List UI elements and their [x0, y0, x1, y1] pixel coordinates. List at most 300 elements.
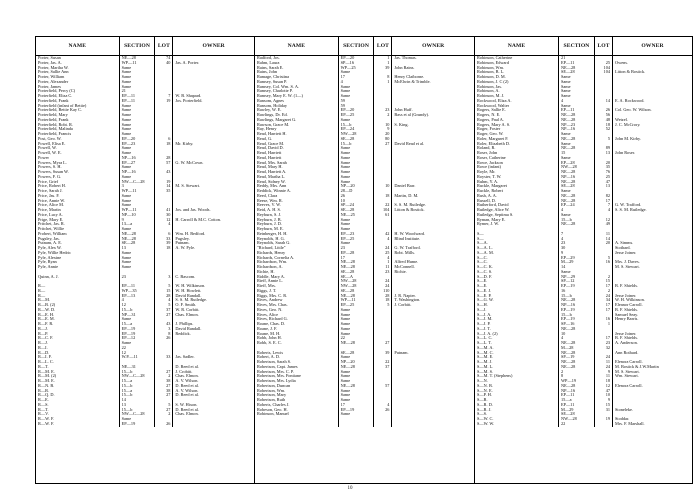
entry-section: NE—28 [339, 365, 375, 370]
entry-name: Ryman, Mary E. [475, 218, 559, 223]
entry-name: Rutledge, Alice W. [475, 208, 559, 213]
entry-owner: Daniel Barr. [394, 184, 416, 189]
entry-lot: 82 [595, 194, 613, 199]
entry-lot: 4 [374, 403, 392, 408]
entry-section: EP—29 [559, 256, 595, 261]
entry-name: S— [475, 237, 559, 242]
entry-name: Royle, Mr. [475, 170, 559, 175]
entry-name: S— [475, 232, 559, 237]
entry-section: NW—28 [339, 284, 375, 289]
entry-name: Richards, Henry [255, 251, 339, 256]
entry-section: 15—b [339, 123, 375, 128]
entry-lot: 39 [374, 351, 392, 356]
entry-name: S—N. B. [475, 384, 559, 389]
entry-owner: E. A. Rockwood. [615, 98, 645, 103]
entry-owner: Chas. Elmon. [175, 374, 199, 379]
entry-name: Rawlings, Margaret G. [255, 118, 339, 123]
entry-lot: 24 [374, 284, 392, 289]
entry-name: Reyburn, M. E. [255, 227, 339, 232]
entry-section: 4 [559, 208, 595, 213]
page-column-1 [36, 37, 255, 483]
entry-name: Ramsey, Charlotte P. [255, 89, 339, 94]
entry-section: Same [339, 218, 375, 223]
entry-lot: 15 [595, 403, 613, 408]
entry-lot: 57 [374, 384, 392, 389]
entry-lot: 37 [155, 308, 173, 313]
entry-name: Ransom, Holiday [255, 104, 339, 109]
entry-name: Powell, W. [36, 146, 120, 151]
entry-section: 4 [339, 80, 375, 85]
entry-name: Robertson, Sarah S. [255, 360, 339, 365]
entry-section: EP—11 [559, 61, 595, 66]
entry-name: Powers, Susan W. [36, 170, 120, 175]
entry-lot: 32 [595, 346, 613, 351]
entry-lot: 9 [374, 127, 392, 132]
entry-owner: A. V. Wilson. [175, 379, 199, 383]
header-owner: OWNER [641, 43, 664, 49]
entry-name: R—C. F. [36, 336, 120, 341]
entry-section: NE—28 [559, 146, 595, 151]
entry-owner: A. Anderson. [615, 341, 638, 345]
entry-owner: Jas. A. Porter. [175, 60, 200, 65]
entry-owner: Mrs. J. Daves. [615, 260, 640, 265]
entry-name: Roane, J. F. [255, 327, 339, 332]
entry-name: Rawlings, Dr. Ed. [255, 113, 339, 118]
entry-section: Same [339, 374, 375, 379]
entry-owner: Litton & Bostick. [615, 70, 646, 75]
entry-section: SP—16 [339, 61, 375, 66]
entry-name: Powers, Myra L. [36, 161, 120, 166]
entry-lot: 24 [595, 365, 613, 370]
entry-lot: 27 [155, 384, 173, 389]
entry-section: SE—28 [559, 184, 595, 189]
entry-lot: 18 [155, 142, 173, 147]
entry-lot: 33 [155, 355, 173, 360]
entry-section: EP—19 [120, 422, 156, 427]
entry-name: Ramsey, Col. Wm. S. A. [255, 85, 339, 90]
entry-lot: 74 [155, 56, 173, 61]
entry-name: R—P. [36, 332, 120, 337]
entry-lot: 40 [155, 61, 173, 66]
entry-name: Robinson, Wm. [475, 66, 559, 71]
entry-section: NP—29 [559, 275, 595, 280]
entry-lot: 26 [595, 108, 613, 113]
entry-section: Same [120, 66, 156, 71]
entry-name: Pyle, Alex W. [36, 246, 120, 251]
entry-name: Rogers, Paul A. [475, 118, 559, 123]
entry-section: 12 [120, 351, 156, 356]
entry-section: Same [120, 341, 156, 346]
entry-owner: D. Reed et al. [175, 393, 199, 398]
entry-section: EP—28 [559, 161, 595, 166]
entry-section: Same [339, 222, 375, 227]
entry-name: Rives, Mrs. Chas. [255, 303, 339, 308]
entry-owner: Martin, D. M. [394, 193, 419, 198]
entry-name: Roberts, Lewis [255, 351, 339, 356]
entry-section: EP—24 [339, 127, 375, 132]
entry-owner: McConnell. [394, 265, 415, 269]
entry-section: NP—10 [120, 213, 156, 218]
entry-name: Roser, Catherine [475, 156, 559, 161]
entry-section: 13 [120, 246, 156, 251]
entry-name: Porter, William [36, 75, 120, 80]
entry-owner [392, 422, 474, 427]
entry-section: EP—11 [559, 393, 595, 398]
entry-name: Read, Harriett [255, 151, 339, 156]
entry-name: Robertson, Duncan [255, 384, 339, 389]
entry-name: Roser, John [475, 151, 559, 156]
entry-owner: Robt. Mills. [394, 250, 416, 255]
entry-lot: 1 [374, 80, 392, 85]
page-number: 10 [347, 486, 353, 491]
entry-owner: Alfred Hume. [394, 260, 419, 265]
entry-name: Rieff, Annie L. [255, 279, 339, 284]
entry-lot: 16 [595, 317, 613, 322]
entry-owner: D. Reed et al. [175, 364, 199, 369]
entry-owner: Bass et al (Grundy). [394, 113, 429, 117]
entry-section: Same [559, 132, 595, 137]
entry-section: 15—b [120, 384, 156, 389]
entry-name: S—E. J. [475, 289, 559, 294]
entry-section: Same [120, 251, 156, 256]
entry-name: S—C. K. [475, 265, 559, 270]
entry-owner: John Rains. [394, 65, 415, 70]
entry-lot: 17 [595, 336, 613, 341]
entry-name: Pyle, Willie Hedric [36, 251, 120, 256]
entry-lot: 28 [155, 294, 173, 299]
entry-lot: 22 [374, 203, 392, 208]
header-name: NAME [36, 37, 120, 55]
entry-section: Same [120, 118, 156, 123]
entry-name: S—M. T. (Stephens) [475, 374, 559, 379]
entry-section: Same [339, 379, 375, 384]
entry-owner: David Randall. [175, 293, 202, 298]
entry-lot: 18 [595, 379, 613, 384]
entry-section: WP—19 [559, 379, 595, 384]
entry-section: Same [120, 227, 156, 232]
entry-name: Roane, M. H. [255, 332, 339, 337]
header-name: NAME [475, 37, 559, 55]
entry-name: R—J. [36, 327, 120, 332]
entry-lot: 5 [374, 303, 392, 308]
entry-owner: H. W. Woodward. [394, 231, 426, 236]
entry-lot: 30 [155, 213, 173, 218]
entry-name: S—W. W. [475, 422, 559, 427]
entry-lot: 35 [155, 189, 173, 194]
entry-lot: 89 [595, 146, 613, 151]
entry-section: Same [339, 389, 375, 394]
entry-owner: D. Reed et al. [175, 383, 199, 388]
entry-name: R—R. [36, 389, 120, 394]
entry-name: Read, Harriett A. [255, 170, 339, 175]
entry-name: R—M. (2) [36, 374, 120, 379]
entry-name: S—J. [475, 308, 559, 313]
entry-owner: G. W. Trafford. [394, 246, 421, 250]
entry-name: Rains, John [255, 70, 339, 75]
entry-owner: O. F. Smith. [175, 303, 197, 307]
entry-section: NP—16 [120, 156, 156, 161]
entry-name: R—W. F. [36, 417, 120, 422]
entry-section: NE—28 [559, 118, 595, 123]
entry-section: Same [559, 89, 595, 94]
entry-name: R—M. [36, 298, 120, 303]
entry-section: SP—12 [559, 279, 595, 284]
entry-owner: B. F. Shields. [615, 284, 638, 288]
entry-name: Richardson, A. [255, 265, 339, 270]
entry-section: NW—28 [559, 417, 595, 422]
entry-section: Same [339, 151, 375, 156]
entry-name: Radford, Jos. [255, 56, 339, 61]
entry-owner: David Read et al. [394, 141, 425, 146]
entry-name: Riddle, Mary A. [255, 275, 339, 280]
entry-section: Same [559, 156, 595, 161]
entry-name: Rives, Alice [255, 313, 339, 318]
entry-name: Porterfield, Frank [36, 99, 120, 104]
entry-lot: 52 [595, 127, 613, 132]
entry-section: NE—28 [559, 199, 595, 204]
entry-name: Rutherford, David [475, 203, 559, 208]
entry-section: M—29 [559, 260, 595, 265]
entry-lot: 5 [155, 284, 173, 289]
entry-name: Price, Alice M. [36, 203, 120, 208]
entry-name: Ransom, Agnes [255, 99, 339, 104]
entry-name: Price, Jas. F. [36, 194, 120, 199]
entry-section: SE—28 [339, 351, 375, 356]
entry-name: Roland, R. [475, 146, 559, 151]
entry-section: NE—31 [120, 365, 156, 370]
column-header-row [475, 37, 692, 56]
entry-section: Same [339, 70, 375, 75]
entry-name: Roler, Margaret F. [475, 137, 559, 142]
header-name: NAME [255, 37, 339, 55]
entry-name: R— [36, 289, 120, 294]
entry-lot: 17 [595, 284, 613, 289]
entry-lot: 31 [595, 408, 613, 413]
entry-section: NE—28 [339, 384, 375, 389]
entry-name: Robb, S. E. C. [255, 341, 339, 346]
entry-lot: 5 [155, 403, 173, 408]
entry-lot: 28 [155, 156, 173, 161]
entry-section: 15 [559, 151, 595, 156]
entry-name: Powell, W. E. [36, 151, 120, 156]
entry-lot: 104 [374, 208, 392, 213]
entry-section: M—28 [559, 346, 595, 351]
entry-section: SE—28 [559, 70, 595, 75]
entry-name: Power [36, 156, 120, 161]
entry-name: R—B. (2) [36, 303, 120, 308]
entry-section: NP—20 [339, 360, 375, 365]
entry-name: R—I. F. [36, 355, 120, 360]
entry-lot: 6 [155, 232, 173, 237]
entry-name: Reynolds, Sarah G. [255, 241, 339, 246]
entry-section: Same [339, 89, 375, 94]
entry-name: Porter, Alexander [36, 80, 120, 85]
entry-name: Reyburn, J. D. [255, 222, 339, 227]
entry-owner: M. S. Stewart. [615, 265, 640, 269]
entry-name: Rush, A. A. [475, 194, 559, 199]
entry-name: Roane, Chas. D. [255, 322, 339, 327]
entry-lot: 26 [374, 408, 392, 413]
entry-name: R—E. H. [36, 313, 120, 318]
entry-lot: 5 [595, 256, 613, 261]
entry-section: EP—11 [559, 403, 595, 408]
entry-owner: Chas. Elmon. [175, 312, 199, 317]
entry-lot: 76 [595, 170, 613, 175]
entry-section: Same [120, 113, 156, 118]
entry-name: S—C. [475, 260, 559, 265]
entry-name: Robertson, Wm. [255, 389, 339, 394]
entry-owner: W. H. Wilkinson. [175, 284, 206, 288]
entry-lot: 104 [595, 66, 613, 71]
entry-section: Same [559, 80, 595, 85]
entry-name: Roger, Foster [475, 127, 559, 132]
entry-section: Same [120, 146, 156, 151]
entry-section: 15—a [120, 379, 156, 384]
entry-section: NE—28 [339, 265, 375, 270]
entry-section: Same [120, 260, 156, 265]
entry-section: Same [339, 165, 375, 170]
entry-name: Read, Harriett [255, 156, 339, 161]
entry-name: Robinson, Catherine [475, 56, 559, 61]
entry-name: S—N. [475, 379, 559, 384]
entry-section: NW—28 [559, 165, 595, 170]
entry-name: Rawley, W. E. [255, 108, 339, 113]
entry-lot: 49 [595, 222, 613, 227]
entry-section: M—29 [559, 408, 595, 413]
entry-name: S—M. J. [475, 360, 559, 365]
entry-lot: 42 [374, 232, 392, 237]
entry-section: EP—28 [339, 251, 375, 256]
entry-name: Rieff, Mrs. [255, 284, 339, 289]
entry-lot: 18 [374, 194, 392, 199]
entry-section: Same [120, 104, 156, 109]
entry-owner: Jas. Sadler. [175, 355, 195, 360]
entry-name: R—F. R. [36, 322, 120, 327]
entry-name: S—J. M. [475, 317, 559, 322]
entry-section: W.P.—11 [120, 355, 156, 360]
entry-owner: Pugsley. [175, 236, 190, 241]
entry-owner: S. S. M. Rutledge. [175, 298, 208, 303]
entry-section: EP—23 [339, 232, 375, 237]
entry-name: Reid, A. H. S. [255, 208, 339, 213]
entry-name: Royster, T. W. [475, 175, 559, 180]
entry-lot: 110 [374, 289, 392, 294]
entry-section: Same [339, 85, 375, 90]
entry-section: NE—28 [120, 232, 156, 237]
entry-name: S—M. L. [475, 365, 559, 370]
entry-section: 2 [559, 370, 595, 375]
entry-section: Same [339, 393, 375, 398]
entry-owner: A. V. Wilson. [175, 388, 199, 393]
entry-name: S—A. [475, 241, 559, 246]
entry-name: Pugsley, Jas. [36, 237, 120, 242]
entry-name: S—A. M. [475, 251, 559, 256]
entry-name: R— [36, 294, 120, 299]
entry-name: Porterfield, Malinda [36, 127, 120, 132]
entry-name: Riggs, Mrs. C. R. [255, 294, 339, 299]
entry-owner: C. Bascom. [175, 274, 196, 279]
entry-owner: McElwin & Trimble. [394, 79, 431, 84]
entry-section: NE—28 [559, 194, 595, 199]
entry-name: Richards, Cornelia A. [255, 256, 339, 261]
header-section: SECTION [120, 37, 156, 55]
entry-section: Same [339, 327, 375, 332]
entry-owner: W. H. Wilkinson. [615, 298, 645, 303]
entry-name: R—M. E. [36, 370, 120, 375]
entry-name: S—J. T. [475, 327, 559, 332]
entry-owner: Elenora Carroll. [615, 360, 643, 364]
entry-owner: J. Phillips. [175, 322, 194, 326]
entry-section: 14 [559, 265, 595, 270]
entry-owner: Eleanor Carroll. [615, 303, 643, 307]
entry-section: Same [559, 189, 595, 194]
entry-owner: B. F. Shields. [615, 336, 638, 341]
entry-name: Read, Mary H. [255, 165, 339, 170]
entry-lot: 20 [374, 132, 392, 137]
entry-name: Roger, Geo. W. [475, 132, 559, 137]
entry-name: S—M. A. [475, 346, 559, 351]
entry-owner: D. Reed et al. [175, 407, 199, 412]
entry-lot: 18 [374, 298, 392, 303]
entry-section: Same [120, 317, 156, 322]
entry-section: Same [339, 227, 375, 232]
entry-name: Robinson, M. J. [475, 94, 559, 99]
entry-owner: Jas. Thomas. [394, 56, 417, 60]
entry-section: 21 [120, 89, 156, 94]
entry-lot [374, 422, 392, 427]
entry-name: R—V. [36, 412, 120, 417]
entry-lot: 15 [595, 279, 613, 284]
entry-section: NE—28 [559, 113, 595, 118]
entry-name: Rains, Sarah E. [255, 66, 339, 71]
entry-section: Same [120, 194, 156, 199]
entry-lot: 17 [595, 303, 613, 308]
entry-section: Same [559, 213, 595, 218]
entry-section: Same [120, 265, 156, 270]
entry-lot: 11 [595, 360, 613, 365]
header-owner: OWNER [202, 43, 225, 49]
entry-name: Price, Lucy A. [36, 213, 120, 218]
entry-lot: 18 [595, 123, 613, 128]
entry-section: WP—11 [120, 208, 156, 213]
entry-name: R— [36, 284, 120, 289]
entry-name: Rowe, Jackson [475, 161, 559, 166]
entry-lot: 12 [155, 218, 173, 223]
entry-name: Rives, Andrew [255, 298, 339, 303]
entry-owner: S. S. M. Rutledge. [615, 208, 647, 212]
entry-section: NE—28 [339, 294, 375, 299]
header-lot: LOT [595, 37, 613, 55]
entry-section: SE—28 [339, 137, 375, 142]
entry-name: Pyle, Annie [36, 265, 120, 270]
entry-list [36, 56, 254, 427]
entry-section: Same [120, 199, 156, 204]
entry-section: NE—25 [339, 213, 375, 218]
entry-name: Reese, Wm. R. [255, 199, 339, 204]
entry-owner: Mr. Kirby. [175, 141, 194, 146]
entry-name: R—S. [36, 403, 120, 408]
entry-section: 22 [120, 346, 156, 351]
entry-lot: 80 [374, 137, 392, 142]
entry-lot: 24 [595, 355, 613, 360]
entry-name: Post, Geo. W. [36, 137, 120, 142]
entry-owner: Ann Rothard. [615, 350, 639, 355]
entry-lot: 15 [155, 289, 173, 294]
entry-name [255, 422, 339, 427]
header-lot: LOT [155, 37, 173, 55]
entry-section: WP—11 [339, 298, 375, 303]
entry-owner: Mrs. F. Marshall. [615, 421, 645, 426]
